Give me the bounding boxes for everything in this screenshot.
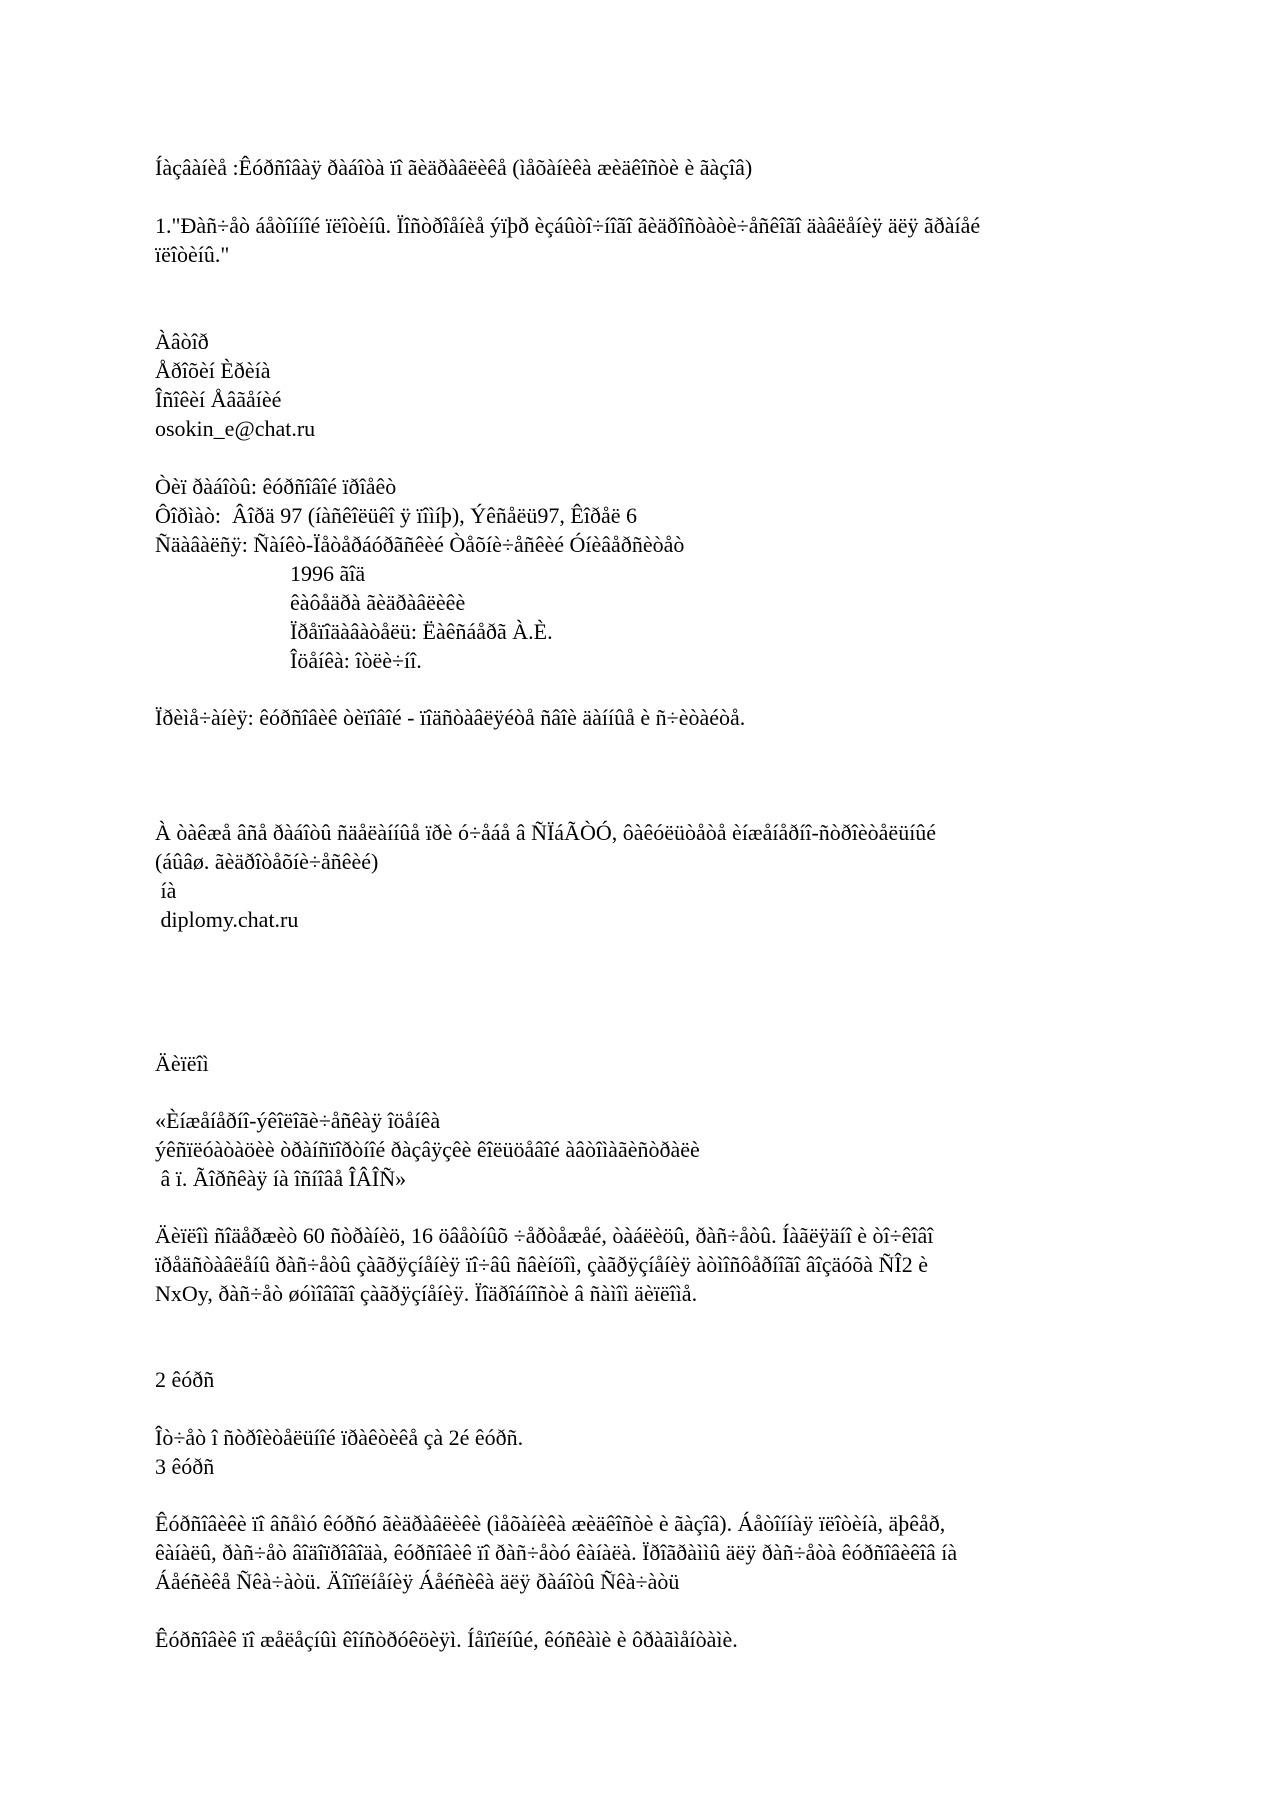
steel-structures-coursework: Êóðñîâèê ïî æåëåçíûì êîíñòðóêöèÿì. Íåïîëíûé, êóñêàìè è ôðàãìåíòàìè. [155,1627,738,1652]
work-title-line-1: 1."Ðàñ÷åò áåòîííîé ïëîòèíû. Ïîñòðîåíèå ýïþð èçáûòî÷íîãî ãèäðîñòàòè÷åñêîãî äàâëåíèÿ äëÿ ãðàíåé [155,213,981,238]
submitted-at: Ñäàâàëñÿ: Ñàíêò-Ïåòåðáóðãñêèé Òåõíè÷åñêèé Óíèâåðñèòåò [155,532,685,557]
course-2-report: Îò÷åò î ñòðîèòåëüíîé ïðàêòèêå çà 2é êóðñ. [155,1425,524,1450]
course-3-heading: 3 êóðñ [155,1454,215,1479]
diploma-title-line-2: ýêñïëóàòàöèè òðàíñïîðòíîé ðàçâÿçêè êîëüöåâîé àâòîìàãèñòðàëè [155,1137,700,1162]
submission-year: 1996 ãîä [290,561,366,586]
file-format: Ôîðìàò: Âîðä 97 (íàñêîëüêî ÿ ïîìíþ), Ýêñåëü97, Êîðåë 6 [155,503,638,528]
author-email: osokin_e@chat.ru [155,416,316,441]
course-3-description-line-2: êàíàëû, ðàñ÷åò âîäîïðîâîäà, êóðñîâèê ïî ðàñ÷åòó êàíàëà. Ïðîãðàììû äëÿ ðàñ÷åòà êóðñîâèêîâ íà [155,1540,958,1565]
other-works-line-2: (áûâø. ãèäðîòåõíè÷åñêèé) [155,849,379,874]
teacher: Ïðåïîäàâàòåëü: Ëàêñáåðã À.È. [290,619,553,644]
other-works-line-1: À òàêæå âñå ðàáîòû ñäåëàííûå ïðè ó÷åáå â ÑÏáÃÒÓ, ôàêóëüòåòå èíæåíåðíî-ñòðîèòåëüíûé [155,820,937,845]
course-3-description-line-1: Êóðñîâèêè ïî âñåìó êóðñó ãèäðàâëèêè (ìåõàíèêà æèäêîñòè è ãàçîâ). Áåòîííàÿ ïëîòèíà, äþêåð, [155,1511,946,1536]
course-3-description-line-3: Áåéñèêå Ñêà÷àòü. Äîïîëíåíèÿ Áåéñèêà äëÿ ðàáîòû Ñêà÷àòü [155,1569,680,1594]
diploma-description-line-2: ïðåäñòàâëåíû ðàñ÷åòû çàãðÿçíåíèÿ ïî÷âû ñâèíöîì, çàãðÿçíåíèÿ àòìîñôåðíîãî âîçäóõà ÑÎ2 è [155,1252,928,1277]
diploma-description-line-3: NxOy, ðàñ÷åò øóìîâîãî çàãðÿçíåíèÿ. Ïîäðîáíîñòè â ñàìîì äèïëîìå. [155,1281,698,1306]
diploma-title-line-3: â ï. Ãîðñêàÿ íà îñíîâå ÎÂÎÑ» [155,1166,407,1191]
department: êàôåäðà ãèäðàâëèêè [290,590,466,615]
diploma-title-line-1: «Èíæåíåðíî-ýêîëîãè÷åñêàÿ îöåíêà [155,1108,441,1133]
document-title: Íàçâàíèå :Êóðñîâàÿ ðàáîòà ïî ãèäðàâëèêå (ìåõàíèêà æèäêîñòè è ãàçîâ) [155,155,753,180]
site-link[interactable]: diplomy.chat.ru [155,907,299,932]
diploma-heading: Äèïëîì [155,1051,209,1076]
diploma-description-line-1: Äèïëîì ñîäåðæèò 60 ñòðàíèö, 16 öâåòíûõ ÷åðòåæåé, òàáëèöû, ðàñ÷åòû. Íàãëÿäíî è òî÷êîâî [155,1223,934,1248]
other-works-line-3: íà [155,878,177,903]
authors-heading: Àâòîð [155,329,209,354]
work-title-line-2: ïëîòèíû." [155,242,230,267]
author-name-1: Åðîõèí Èðèíà [155,358,271,383]
course-2-heading: 2 êóðñ [155,1367,215,1392]
author-name-2: Îñîêèí Åâãåíèé [155,387,282,412]
notes: Ïðèìå÷àíèÿ: êóðñîâèê òèïîâîé - ïîäñòàâëÿéòå ñâîè äàííûå è ñ÷èòàéòå. [155,705,746,730]
grade: Îöåíêà: îòëè÷íî. [290,648,422,673]
work-type: Òèï ðàáîòû: êóðñîâîé ïðîåêò [155,474,397,499]
